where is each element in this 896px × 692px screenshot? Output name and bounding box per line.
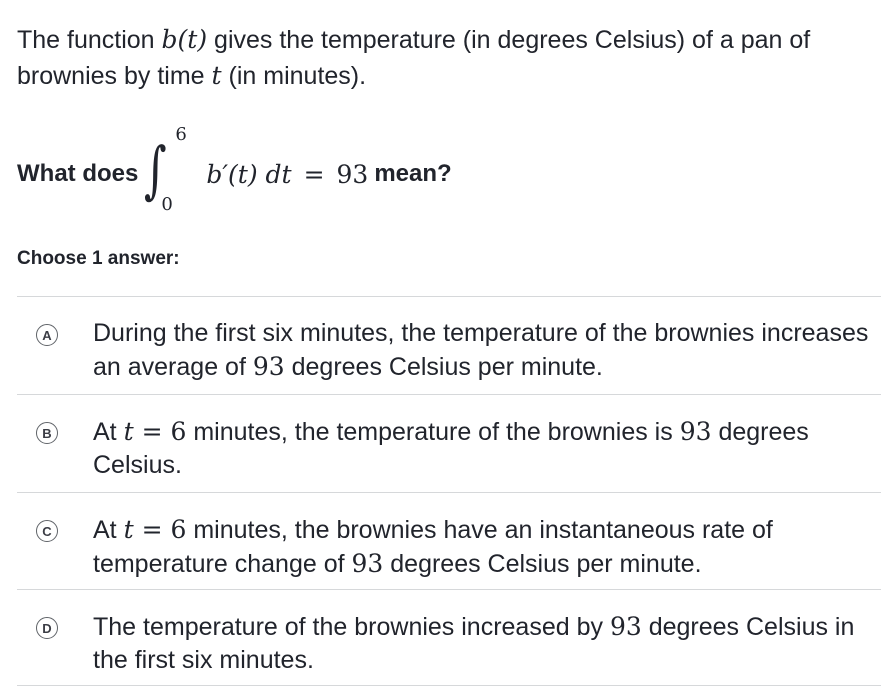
question-prompt	[17, 126, 452, 222]
choice-d-text	[93, 610, 881, 677]
choice-a-text	[93, 317, 881, 384]
choice-math-equals: =	[133, 515, 171, 544]
choice-text-part: minutes, the brownies have an instantaneous rate of temperature change of	[93, 516, 773, 578]
choice-text-part: At	[93, 516, 124, 544]
choice-b[interactable]	[17, 394, 881, 492]
choice-math-value: 93	[252, 352, 285, 381]
choice-letter-badge: C	[36, 520, 58, 542]
choice-text-part: degrees Celsius per minute.	[383, 550, 702, 578]
intro-function: b(t)	[161, 25, 208, 54]
integral-lower-bound: 0	[161, 194, 173, 215]
intro-text-end: (in minutes).	[221, 62, 367, 90]
choice-text-part: At	[93, 418, 124, 446]
choice-c-text	[93, 513, 881, 581]
choice-math-value: 93	[679, 417, 712, 446]
choice-math-value: 93	[609, 612, 642, 641]
intro-variable: t	[211, 61, 222, 90]
choice-math-value: 6	[170, 417, 187, 446]
choice-d[interactable]	[17, 589, 881, 686]
choice-math-variable: t	[123, 417, 134, 446]
choice-letter-badge: D	[36, 617, 58, 639]
choice-letter-badge: B	[36, 422, 58, 444]
choice-math-value: 6	[170, 515, 187, 544]
intro-text-start: The function	[17, 26, 162, 54]
choice-text-part: degrees Celsius.	[93, 418, 809, 479]
choice-text-part: degrees Celsius in the first six minutes.	[93, 613, 855, 674]
intro-text-middle: gives the temperature (in degrees Celsius) of a pan of brownies by time	[17, 26, 811, 90]
choice-text-part: During the first six minutes, the temperature of the brownies increases an average of	[93, 319, 869, 381]
choice-a[interactable]	[17, 296, 881, 394]
choice-c[interactable]	[17, 492, 881, 589]
integral-expression	[144, 126, 196, 222]
answer-choices	[17, 296, 881, 686]
choice-text-part: The temperature of the brownies increased by	[93, 613, 610, 641]
integral-upper-bound: 6	[175, 124, 187, 145]
choice-text-part: minutes, the temperature of the brownies is	[186, 418, 680, 446]
question-lead: What does	[17, 160, 139, 187]
integral-value: 93	[336, 159, 369, 189]
integrand: b′(t) dt	[206, 159, 292, 189]
choice-math-variable: t	[123, 515, 134, 544]
question-intro	[17, 22, 877, 94]
choose-answer-label: Choose 1 answer:	[17, 248, 180, 269]
choice-math-value: 93	[351, 549, 384, 578]
equals-sign: =	[303, 159, 325, 189]
choice-math-equals: =	[133, 417, 171, 446]
question-end: mean?	[374, 160, 452, 187]
integral-sign-icon: ∫	[144, 133, 167, 206]
choice-text-part: degrees Celsius per minute.	[284, 353, 603, 381]
choice-letter-badge: A	[36, 324, 58, 346]
choice-b-text	[93, 415, 881, 482]
